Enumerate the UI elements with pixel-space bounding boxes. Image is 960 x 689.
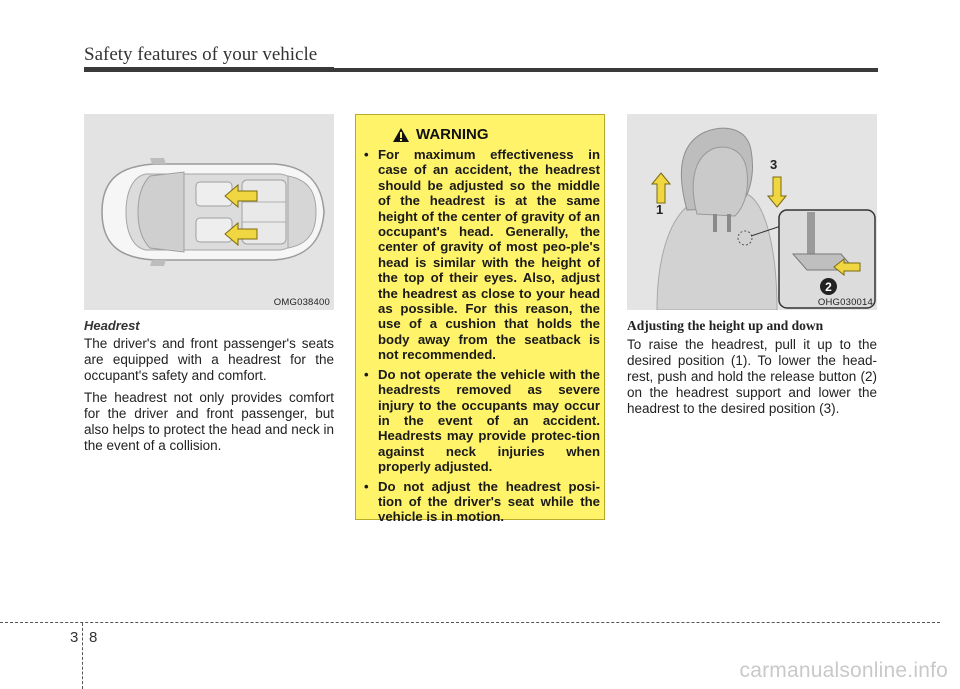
- headrest-arrow-rear-icon: [224, 222, 258, 246]
- lower-arrow-icon: [767, 176, 787, 208]
- paragraph: The headrest not only provides comfort for the driver and front passenger, but also helps to protect the head and neck in the event of a collision.: [84, 390, 334, 453]
- headrest-figure: [627, 114, 877, 310]
- paragraph: The driver's and front passenger's seats are equipped with a headrest for the occupant's safety and comfort.: [84, 336, 334, 383]
- paragraph: To raise the headrest, pull it up to the desired position (1). To lower the head-rest, push and hold the release button (2) on the headrest support and lower the headrest to the desired position (3).: [627, 337, 877, 416]
- warning-triangle-icon: [392, 127, 410, 143]
- section-heading: Adjusting the height up and down: [627, 318, 824, 333]
- warning-list: [364, 147, 600, 529]
- car-topview-illustration: [84, 114, 334, 310]
- warning-header: [392, 126, 489, 143]
- section-heading: Headrest: [84, 318, 140, 333]
- callout-label-2: [820, 278, 837, 295]
- warning-item: • Do not operate the vehicle with the headrests removed as severe injury to the occupants may occur in the event of an accident. Headrests may provide protec-tion against neck injuries when properly adjusted.: [364, 367, 600, 475]
- figure-code: OHG030014: [817, 297, 873, 308]
- footer-divider: [82, 623, 83, 689]
- page-chapter: 3: [70, 629, 79, 646]
- warning-item: • Do not adjust the headrest posi-tion of the driver's seat while the vehicle is in motion.: [364, 479, 600, 525]
- page-header-title: Safety features of your vehicle: [84, 44, 318, 65]
- callout-label-1: 1: [656, 202, 664, 217]
- warning-item: • For maximum effectiveness in case of an accident, the headrest should be adjusted so the middle of the headrest is at the same height of the center of gravity of an occupant's head. Generally, the center of gravity of most peo-ple's head is similar with the height of the top of their eyes. Also, adjust the headrest as close to your head as possible. For this reason, the use of a cushion that holds the body away from the seatback is not recommended.: [364, 147, 600, 363]
- callout-label-2-text: 2: [825, 279, 832, 294]
- figure-code: OMG038400: [273, 297, 330, 308]
- header-rule: [84, 68, 878, 72]
- car-topview-figure: [84, 114, 334, 310]
- warning-box: [355, 114, 605, 525]
- left-column: [84, 318, 334, 460]
- right-column: [627, 318, 877, 423]
- headrest-illustration: [627, 114, 877, 310]
- footer-rule: [0, 622, 940, 623]
- callout-label-3: 3: [770, 157, 778, 172]
- push-button-arrow-icon: [833, 258, 861, 276]
- watermark: carmanualsonline.info: [739, 659, 948, 682]
- headrest-arrow-front-icon: [224, 184, 258, 208]
- warning-title: WARNING: [416, 126, 489, 143]
- raise-arrow-icon: [651, 172, 671, 204]
- page-number: 8: [89, 629, 98, 646]
